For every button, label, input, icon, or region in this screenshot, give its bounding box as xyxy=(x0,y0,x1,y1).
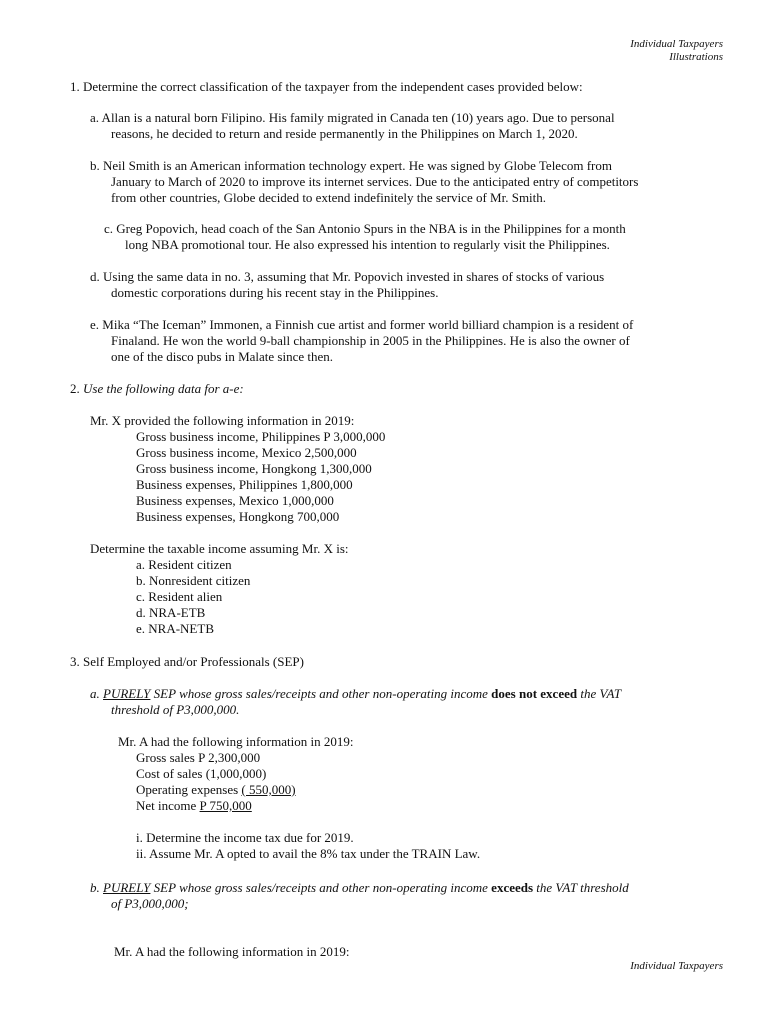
q1c-line1: c. Greg Popovich, head coach of the San Antonio Spurs in the NBA is in the Philippines for a month xyxy=(104,221,626,236)
q3a-opex-value: ( 550,000) xyxy=(241,782,296,797)
q2-item: Gross business income, Philippines P 3,000,000 xyxy=(136,429,386,444)
q1b-line3: from other countries, Globe decided to extend indefinitely the service of Mr. Smith. xyxy=(111,190,547,205)
q3b-purely: PURELY xyxy=(103,880,151,895)
q2-option: a. Resident citizen xyxy=(136,557,232,572)
q3b-rest: the VAT threshold xyxy=(533,880,629,895)
q3b-letter: b. xyxy=(90,880,103,895)
q3a-letter: a. xyxy=(90,686,103,701)
q3b-sep: SEP whose gross sales/receipts and other non-operating income xyxy=(150,880,492,895)
q2-item: Business expenses, Philippines 1,800,000 xyxy=(136,477,353,492)
q3a-line2: threshold of P3,000,000. xyxy=(111,702,240,717)
q2-instruction: Use the following data for a-e: xyxy=(83,381,244,396)
q2-option: d. NRA-ETB xyxy=(136,605,206,620)
q1a-line2: reasons, he decided to return and reside permanently in the Philippines on March 1, 2020. xyxy=(111,126,578,141)
q3a-net-income xyxy=(136,798,252,814)
q2-item: Gross business income, Hongkong 1,300,000 xyxy=(136,461,372,476)
q1-heading: 1. Determine the correct classification of the taxpayer from the independent cases provided below: xyxy=(70,79,583,94)
q3a-sep: SEP whose gross sales/receipts and other non-operating income xyxy=(150,686,492,701)
q2-item: Gross business income, Mexico 2,500,000 xyxy=(136,445,357,460)
q2-option: c. Resident alien xyxy=(136,589,223,604)
q2-question: Determine the taxable income assuming Mr. X is: xyxy=(90,541,349,556)
q3a-rest: the VAT xyxy=(577,686,622,701)
q3a-net-value: P 750,000 xyxy=(199,798,252,813)
q1b-line1: b. Neil Smith is an American information technology expert. He was signed by Globe Telecom from xyxy=(90,158,612,173)
q3a-opex-label: Operating expenses xyxy=(136,782,242,797)
header-title: Individual Taxpayers xyxy=(630,38,723,50)
q1e-line2: Finaland. He won the world 9-ball championship in 2005 in the Philippines. He is also the owner of xyxy=(111,333,630,348)
q3b-bold: exceeds xyxy=(491,880,534,895)
q2-option: e. NRA-NETB xyxy=(136,621,214,636)
q3-heading: 3. Self Employed and/or Professionals (SEP) xyxy=(70,654,304,669)
q3b-line2: of P3,000,000; xyxy=(111,896,189,911)
q3a-question: i. Determine the income tax due for 2019. xyxy=(136,830,354,845)
q2-option: b. Nonresident citizen xyxy=(136,573,251,588)
q3a-operating-expenses xyxy=(136,782,296,798)
q3a-bold: does not exceed xyxy=(491,686,578,701)
q3a-net-label: Net income xyxy=(136,798,200,813)
q1d-line1: d. Using the same data in no. 3, assuming that Mr. Popovich invested in shares of stocks of various xyxy=(90,269,605,284)
q3a-gross-sales: Gross sales P 2,300,000 xyxy=(136,750,261,765)
q2-number: 2. xyxy=(70,381,83,396)
q2-item: Business expenses, Hongkong 700,000 xyxy=(136,509,340,524)
header-subtitle: Illustrations xyxy=(669,51,723,63)
q3b-intro: Mr. A had the following information in 2019: xyxy=(114,944,350,959)
q3a-question: ii. Assume Mr. A opted to avail the 8% tax under the TRAIN Law. xyxy=(136,846,481,861)
q1e-line3: one of the disco pubs in Malate since then. xyxy=(111,349,334,364)
q1d-line2: domestic corporations during his recent stay in the Philippines. xyxy=(111,285,439,300)
page-footer: Individual Taxpayers xyxy=(630,960,723,972)
q3a-purely: PURELY xyxy=(103,686,151,701)
q2-heading xyxy=(70,381,244,397)
q3a-intro: Mr. A had the following information in 2019: xyxy=(118,734,354,749)
q2-intro: Mr. X provided the following information in 2019: xyxy=(90,413,355,428)
q1a-line1: a. Allan is a natural born Filipino. His family migrated in Canada ten (10) years ago. Due to personal xyxy=(90,110,615,125)
page-header xyxy=(630,38,723,64)
q1b-line2: January to March of 2020 to improve its internet services. Due to the anticipated entry of competitors xyxy=(111,174,639,189)
q1e-line1: e. Mika “The Iceman” Immonen, a Finnish cue artist and former world billiard champion is a resident of xyxy=(90,317,634,332)
q1c-line2: long NBA promotional tour. He also expressed his intention to regularly visit the Philippines. xyxy=(125,237,610,252)
q3a-line1 xyxy=(90,686,621,702)
q3b-line1 xyxy=(90,880,629,896)
q2-item: Business expenses, Mexico 1,000,000 xyxy=(136,493,334,508)
q3a-cost-of-sales: Cost of sales (1,000,000) xyxy=(136,766,267,781)
